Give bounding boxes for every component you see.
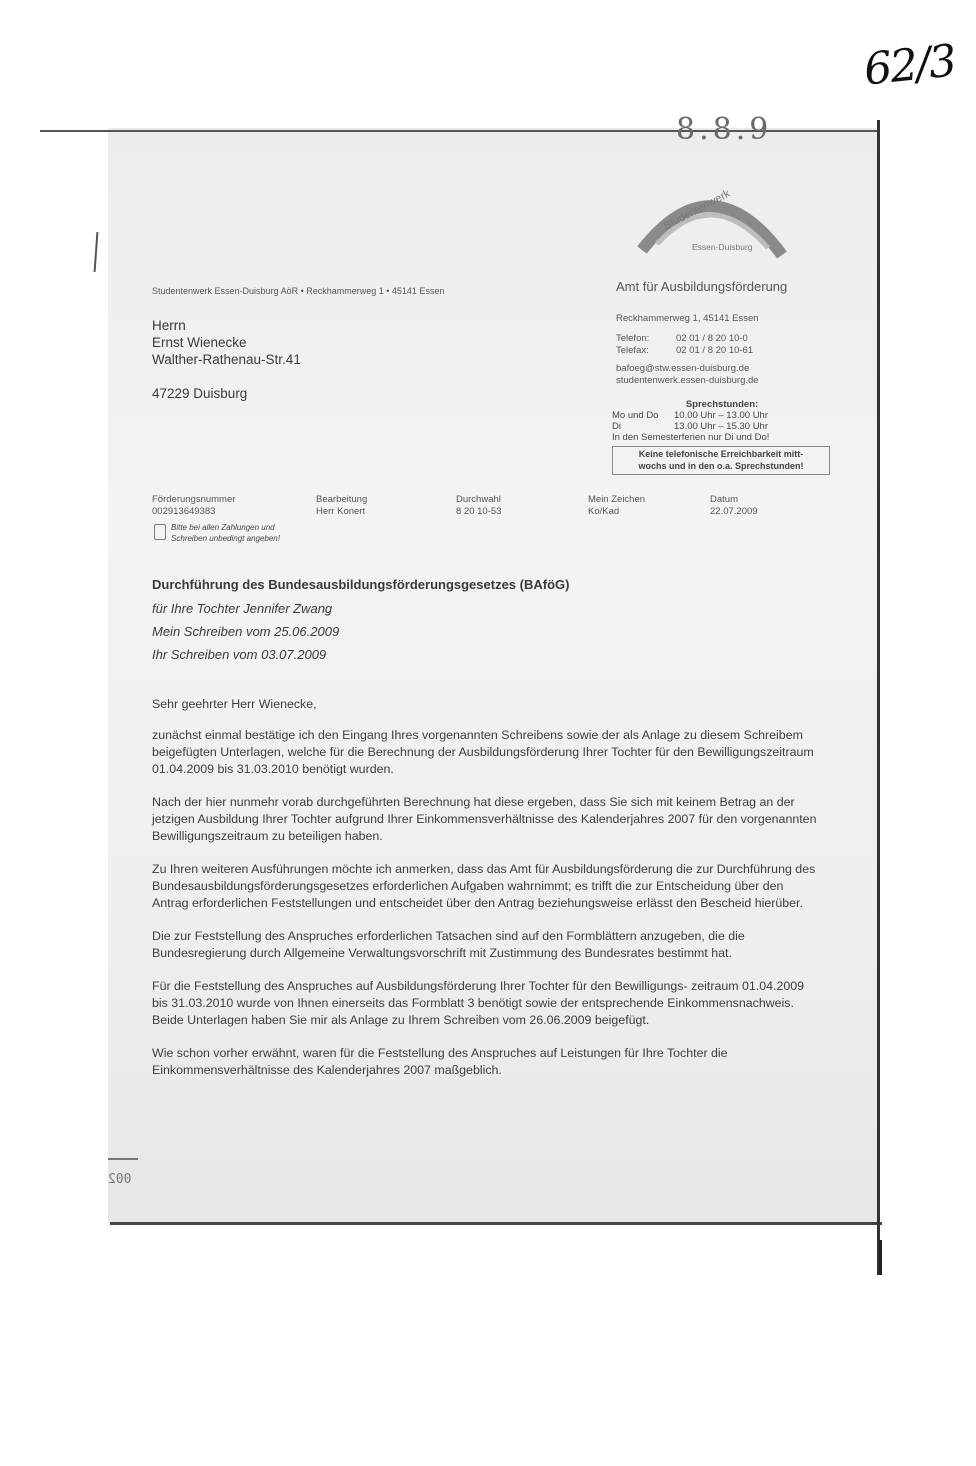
office-address: Reckhammerweg 1, 45141 Essen bbox=[616, 313, 759, 324]
office-email: bafoeg@stw.essen-duisburg.de bbox=[616, 363, 750, 374]
ref-value: 002913649383 bbox=[152, 506, 216, 517]
logo-name: Studentenwerk bbox=[661, 187, 733, 233]
ref-hint bbox=[171, 522, 280, 544]
handwritten-folio-number: 62/3 bbox=[861, 35, 958, 96]
office-hours-time: 10.00 Uhr – 13.00 Uhr bbox=[674, 410, 769, 421]
office-hours-day: Di bbox=[612, 421, 621, 432]
ref-label: Durchwahl bbox=[456, 494, 501, 505]
office-hours-row bbox=[612, 421, 832, 432]
scan-edge-right-lower bbox=[879, 1240, 882, 1275]
ref-label: Förderungsnummer bbox=[152, 494, 236, 505]
ref-value: Ko/Kad bbox=[588, 506, 620, 517]
ref-value: 8 20 10-53 bbox=[456, 506, 502, 517]
hand-pointer-icon bbox=[154, 524, 166, 540]
subject-line-2: für Ihre Tochter Jennifer Zwang bbox=[152, 601, 333, 616]
ref-processing bbox=[316, 494, 367, 518]
ref-my-sign bbox=[588, 494, 645, 518]
ref-label: Bearbeitung bbox=[316, 494, 368, 505]
ref-date bbox=[710, 494, 758, 518]
office-hours-row bbox=[612, 410, 832, 421]
office-phone-label: Telefon: bbox=[616, 333, 650, 344]
phone-availability-notice bbox=[612, 446, 830, 475]
recipient-city: 47229 Duisburg bbox=[152, 386, 248, 401]
sender-return-address: Studentenwerk Essen-Duisburg AöR • Reckhammerweg 1 • 45141 Essen bbox=[152, 286, 445, 296]
office-hours-note: In den Semesterferien nur Di und Do! bbox=[612, 432, 770, 443]
body-paragraph: Wie schon vorher erwähnt, waren für die Feststellung des Anspruches auf Leistungen für Ihre Tochter die Einkommensverhältnisse des Kalenderjahres 2007 maßgeblich. bbox=[152, 1046, 728, 1077]
office-website: studentenwerk.essen-duisburg.de bbox=[616, 375, 759, 386]
office-fax: 02 01 / 8 20 10-61 bbox=[676, 345, 754, 356]
studentenwerk-logo-icon bbox=[632, 180, 792, 262]
ref-value: 22.07.2009 bbox=[710, 506, 758, 517]
ref-extension bbox=[456, 494, 501, 518]
body-paragraph: Zu Ihren weiteren Ausführungen möchte ich anmerken, dass das Amt für Ausbildungsförderung die zur Durchführung des Bundesausbildungsförderungsgesetzes erforderlichen Aufgaben wahrnimmt; es trifft die zur Entscheidung über den Antrag erforderlichen Feststellungen und entscheidet über den Antrag beziehungsweise erlässt den Bescheid hierüber. bbox=[152, 862, 816, 910]
ref-value: Herr Konert bbox=[316, 506, 366, 517]
subject-title: Durchführung des Bundesausbildungsförderungsgesetzes (BAföG) bbox=[152, 577, 570, 592]
logo-subtitle: Essen-Duisburg bbox=[692, 242, 753, 252]
scan-edge-bottom bbox=[110, 1222, 882, 1225]
office-hours-time: 13.00 Uhr – 15.30 Uhr bbox=[674, 421, 769, 432]
office-phone: 02 01 / 8 20 10-0 bbox=[676, 333, 748, 344]
office-hours bbox=[612, 399, 832, 443]
subject-line-3: Mein Schreiben vom 25.06.2009 bbox=[152, 624, 340, 639]
recipient-name: Ernst Wienecke bbox=[152, 335, 247, 350]
body-paragraph: Nach der hier nunmehr vorab durchgeführten Berechnung hat diese ergeben, dass Sie sich mit keinem Betrag an der jetzigen Ausbildung Ihrer Tochter aufgrund Ihrer Einkommensverhältnisse des Kalenderjahres 2007 für den vorgenannten Bewilligungszeitraum zu beteiligen haben. bbox=[152, 795, 817, 843]
office-fax-label: Telefax: bbox=[616, 345, 649, 356]
mirrored-page-stub: 002 bbox=[108, 1172, 132, 1187]
subject-line-4: Ihr Schreiben vom 03.07.2009 bbox=[152, 647, 327, 662]
ref-hint-line-1: Bitte bei allen Zahlungen und bbox=[171, 523, 275, 532]
handwritten-date-note: 8.8.9 bbox=[676, 112, 773, 147]
ref-label: Datum bbox=[710, 494, 738, 505]
letter-body bbox=[152, 727, 822, 1095]
body-paragraph: zunächst einmal bestätige ich den Eingang Ihres vorgenannten Schreibens sowie der als Anlage zu diesem Schreibem beigefügten Unterlagen, welche für die Berechnung der Ausbildungsförderung Ihrer Tochter für den Bewilligungszeitraum 01.04.2009 bis 31.03.2010 benötigt wurden. bbox=[152, 728, 814, 776]
recipient-street: Walther-Rathenau-Str.41 bbox=[152, 352, 301, 367]
fold-mark bbox=[108, 1158, 138, 1160]
ref-hint-line-2: Schreiben unbedingt angeben! bbox=[171, 534, 280, 543]
office-hours-day: Mo und Do bbox=[612, 410, 659, 421]
ref-funding-number bbox=[152, 494, 235, 518]
body-paragraph: Die zur Feststellung des Anspruches erforderlichen Tatsachen sind auf den Formblättern anzugeben, die die Bundesregierung durch Allgemeine Verwaltungsvorschrift mit Zustimmung des Bundesrates bestimmt hat. bbox=[152, 929, 745, 960]
phone-note-line-1: Keine telefonische Erreichbarkeit mitt- bbox=[638, 449, 804, 459]
office-name: Amt für Ausbildungsförderung bbox=[616, 279, 788, 294]
body-paragraph: Für die Feststellung des Anspruches auf Ausbildungsförderung Ihrer Tochter für den Bewilligungs- zeitraum 01.04.2009 bis 31.03.2010 wurde von Ihnen einerseits das Formblatt 3 benötigt sowie der entsprechende Einkommensnachweis. Beide Unterlagen haben Sie mir als Anlage zu Ihrem Schreiben vom 26.06.2009 beigefügt. bbox=[152, 979, 805, 1027]
phone-note-line-2: wochs und in den o.a. Sprechstunden! bbox=[638, 461, 804, 471]
scan-edge-right bbox=[877, 120, 880, 1275]
ref-label: Mein Zeichen bbox=[588, 494, 646, 505]
letter-salutation: Sehr geehrter Herr Wienecke, bbox=[152, 697, 317, 711]
office-hours-title: Sprechstunden: bbox=[685, 399, 759, 410]
punch-mark bbox=[94, 232, 99, 272]
recipient-salutation: Herrn bbox=[152, 318, 186, 333]
